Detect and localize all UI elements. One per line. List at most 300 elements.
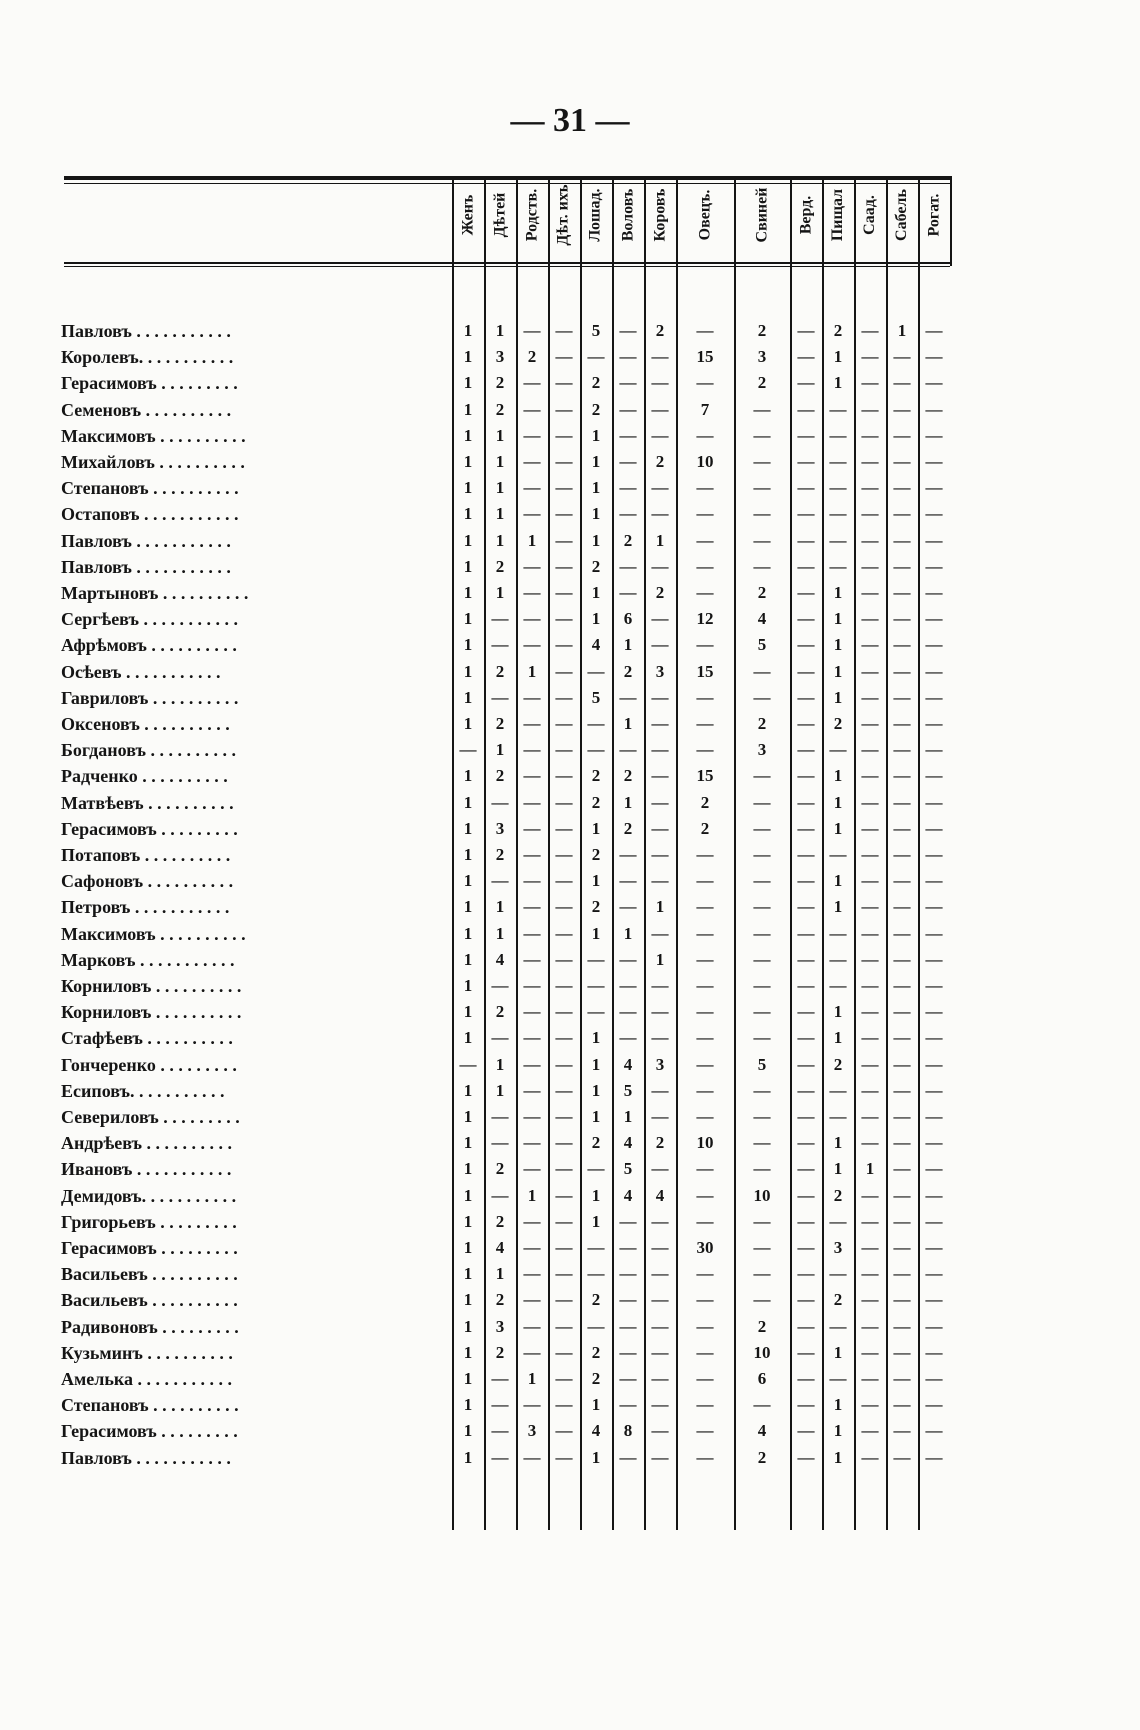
table-cell: — (555, 976, 573, 995)
table-cell: — (753, 504, 771, 524)
table-row (0, 894, 1140, 920)
table-cell: — (861, 818, 879, 838)
table-cell: 1 (833, 897, 843, 917)
table-cell: — (925, 897, 943, 917)
person-name: Павловъ . . . . . . . . . . . (61, 530, 231, 551)
table-cell: 10 (753, 1185, 771, 1205)
table-cell: 1 (495, 1264, 505, 1284)
table-cell: 2 (757, 1316, 767, 1336)
person-name: Павловъ . . . . . . . . . . . (61, 321, 231, 341)
table-cell: — (555, 740, 573, 760)
table-cell: 4 (623, 1054, 633, 1074)
table-cell: — (893, 1107, 911, 1126)
table-cell: — (829, 478, 847, 498)
table-cell: — (523, 871, 541, 891)
table-cell: 1 (833, 583, 843, 602)
person-name: Степановъ . . . . . . . . . . (61, 478, 239, 499)
table-cell: — (925, 609, 943, 629)
table-cell: — (619, 976, 637, 995)
table-cell: — (925, 1395, 943, 1415)
table-cell: 1 (463, 399, 473, 419)
table-cell: — (696, 1316, 714, 1336)
table-cell: — (797, 1447, 815, 1467)
table-cell: — (893, 1002, 911, 1022)
table-cell: — (523, 425, 541, 445)
table-row (0, 501, 1140, 527)
table-cell: — (797, 347, 815, 367)
column-header-label: Рогат. (925, 193, 943, 237)
table-cell: — (696, 1002, 714, 1022)
table-cell: — (925, 530, 943, 550)
person-name: Гончеренко . . . . . . . . . (61, 1054, 237, 1075)
person-name: Королевъ. . . . . . . . . . . (61, 347, 234, 368)
table-cell: 12 (696, 609, 714, 629)
column-header (734, 172, 790, 258)
table-cell: — (861, 714, 879, 733)
table-row (0, 921, 1140, 947)
table-cell: — (829, 976, 847, 995)
table-cell: 3 (495, 347, 505, 367)
table-cell: — (651, 818, 669, 838)
table-cell: — (587, 1238, 605, 1257)
table-cell: — (893, 347, 911, 367)
person-name: Васильевъ . . . . . . . . . . (61, 1264, 238, 1285)
table-cell: 1 (463, 1342, 473, 1362)
table-cell: — (925, 845, 943, 864)
table-cell: — (861, 1185, 879, 1205)
table-cell: 1 (591, 818, 601, 838)
table-cell: — (829, 740, 847, 760)
table-cell: — (523, 478, 541, 498)
table-cell: — (523, 1028, 541, 1048)
table-cell: — (523, 845, 541, 864)
table-cell: 2 (591, 766, 601, 786)
table-cell: — (829, 1369, 847, 1388)
table-cell: — (893, 897, 911, 917)
table-row (0, 1418, 1140, 1444)
table-cell: — (619, 452, 637, 471)
table-cell: — (555, 1290, 573, 1310)
table-cell: — (753, 949, 771, 969)
table-cell: — (651, 1342, 669, 1362)
table-cell: — (797, 1133, 815, 1153)
table-row (0, 999, 1140, 1025)
table-cell: — (619, 321, 637, 340)
person-name: Павловъ . . . . . . . . . . . (61, 556, 231, 577)
table-cell: — (651, 1238, 669, 1257)
table-cell: — (523, 740, 541, 760)
table-cell: 1 (623, 923, 633, 943)
table-cell: — (491, 635, 509, 655)
person-name: Есиповъ. . . . . . . . . . . (61, 1080, 225, 1101)
table-cell: — (619, 1290, 637, 1310)
table-cell: 1 (833, 1159, 843, 1179)
table-cell: — (925, 478, 943, 498)
table-cell: — (861, 321, 879, 340)
table-cell: 2 (591, 399, 601, 419)
header-separator (790, 176, 792, 266)
table-row (0, 449, 1140, 475)
table-cell: — (651, 1447, 669, 1467)
table-cell: — (861, 504, 879, 524)
table-cell: — (587, 976, 605, 995)
person-name: Герасимовъ . . . . . . . . . (61, 373, 238, 394)
table-cell: 1 (463, 1395, 473, 1415)
table-cell: 1 (495, 530, 505, 550)
table-cell: — (893, 871, 911, 891)
table-cell: — (861, 556, 879, 576)
column-header-label: Овецъ. (695, 189, 713, 241)
table-cell: — (797, 766, 815, 786)
table-cell: — (925, 1133, 943, 1153)
table-cell: — (797, 1290, 815, 1310)
table-cell: — (651, 373, 669, 393)
table-row (0, 397, 1140, 423)
table-cell: — (861, 1002, 879, 1022)
table-cell: — (696, 687, 714, 707)
person-name: Потаповъ . . . . . . . . . . (61, 845, 231, 865)
table-cell: — (861, 1264, 879, 1284)
table-cell: — (925, 1002, 943, 1022)
table-cell: 3 (833, 1238, 843, 1257)
column-header-label: Коровъ (651, 188, 668, 242)
table-cell: — (555, 1133, 573, 1153)
table-cell: 1 (591, 504, 601, 524)
table-cell: 4 (655, 1185, 665, 1205)
table-row (0, 632, 1140, 658)
table-cell: — (651, 1395, 669, 1415)
table-cell: — (619, 583, 637, 602)
table-cell: — (829, 1080, 847, 1100)
table-cell: 1 (591, 1080, 601, 1100)
table-cell: 1 (833, 1395, 843, 1415)
header-separator (644, 176, 646, 266)
table-cell: — (555, 478, 573, 498)
table-cell: 2 (591, 556, 601, 576)
table-cell: — (797, 714, 815, 733)
table-cell: 1 (833, 347, 843, 367)
person-name: Кузьминъ . . . . . . . . . . (61, 1342, 233, 1363)
person-name: Радченко . . . . . . . . . . (61, 766, 228, 787)
column-header-label: Дѣтей (491, 192, 509, 238)
table-cell: 1 (463, 1159, 473, 1179)
table-cell: — (696, 1264, 714, 1284)
table-cell: 1 (463, 1185, 473, 1205)
table-cell: 1 (833, 373, 843, 393)
table-cell: 1 (463, 1028, 473, 1048)
table-cell: — (619, 425, 637, 445)
person-name: Оксеновъ . . . . . . . . . . (61, 714, 230, 734)
table-cell: — (753, 452, 771, 471)
table-cell: 1 (495, 740, 505, 760)
table-cell: — (523, 373, 541, 393)
table-cell: — (555, 1316, 573, 1336)
table-cell: — (861, 923, 879, 943)
table-cell: — (861, 1211, 879, 1231)
table-cell: — (619, 1342, 637, 1362)
table-cell: — (861, 1421, 879, 1441)
table-cell: — (797, 478, 815, 498)
table-cell: 4 (757, 1421, 767, 1441)
table-cell: — (753, 845, 771, 864)
table-cell: — (925, 556, 943, 576)
table-cell: 1 (463, 687, 473, 707)
table-cell: — (829, 923, 847, 943)
table-cell: — (619, 504, 637, 524)
table-cell: 1 (623, 714, 633, 733)
table-cell: — (753, 687, 771, 707)
table-cell: 2 (700, 792, 710, 812)
table-cell: — (651, 845, 669, 864)
table-cell: — (925, 1185, 943, 1205)
table-cell: — (619, 740, 637, 760)
table-cell: 1 (463, 976, 473, 995)
table-cell: — (619, 556, 637, 576)
table-cell: 2 (757, 321, 767, 340)
table-cell: 1 (495, 425, 505, 445)
table-cell: — (651, 1080, 669, 1100)
table-cell: 3 (527, 1421, 537, 1441)
table-cell: 1 (463, 530, 473, 550)
table-cell: — (555, 818, 573, 838)
table-cell: — (555, 556, 573, 576)
table-cell: — (753, 766, 771, 786)
table-cell: — (523, 1080, 541, 1100)
table-cell: 2 (495, 399, 505, 419)
header-separator (854, 176, 856, 266)
table-cell: — (651, 766, 669, 786)
person-name: Осѣевъ . . . . . . . . . . . (61, 661, 221, 682)
table-cell: 4 (495, 949, 505, 969)
table-cell: — (861, 1028, 879, 1048)
table-cell: — (619, 1211, 637, 1231)
table-cell: — (523, 714, 541, 733)
person-name: Герасимовъ . . . . . . . . . (61, 1421, 238, 1442)
table-cell: — (523, 1002, 541, 1022)
table-cell: — (893, 792, 911, 812)
table-cell: — (523, 1290, 541, 1310)
table-cell: — (925, 1264, 943, 1284)
table-cell: — (523, 452, 541, 471)
table-cell: 1 (591, 1395, 601, 1415)
table-cell: — (861, 897, 879, 917)
table-cell: — (893, 1185, 911, 1205)
table-cell: 1 (623, 635, 633, 655)
table-cell: — (925, 1028, 943, 1048)
table-cell: — (925, 1290, 943, 1310)
table-cell: — (893, 1447, 911, 1467)
table-cell: 4 (591, 635, 601, 655)
table-cell: — (651, 1290, 669, 1310)
table-row (0, 1078, 1140, 1104)
table-cell: 1 (833, 1447, 843, 1467)
table-row (0, 554, 1140, 580)
table-cell: — (491, 1028, 509, 1048)
table-cell: 3 (495, 818, 505, 838)
table-cell: 2 (757, 714, 767, 733)
table-cell: — (797, 1159, 815, 1179)
header-separator (452, 176, 454, 266)
table-cell: 5 (623, 1080, 633, 1100)
table-cell: — (696, 1395, 714, 1415)
table-cell: — (925, 504, 943, 524)
table-cell: — (861, 1342, 879, 1362)
table-cell: — (861, 661, 879, 681)
table-cell: — (893, 635, 911, 655)
table-cell: — (925, 661, 943, 681)
top-rule-thick (64, 176, 950, 180)
table-cell: — (797, 1316, 815, 1336)
table-cell: — (925, 635, 943, 655)
table-cell: 1 (463, 1290, 473, 1310)
table-cell: 5 (623, 1159, 633, 1179)
table-cell: — (861, 609, 879, 629)
table-cell: 1 (463, 1080, 473, 1100)
table-cell: — (523, 818, 541, 838)
table-cell: 5 (757, 1054, 767, 1074)
table-cell: — (459, 740, 477, 760)
person-name: Ивановъ . . . . . . . . . . . (61, 1159, 232, 1180)
table-cell: 1 (463, 923, 473, 943)
table-row (0, 606, 1140, 632)
table-cell: — (555, 504, 573, 524)
table-row (0, 344, 1140, 370)
table-cell: 2 (495, 1290, 505, 1310)
table-row (0, 1340, 1140, 1366)
table-cell: — (925, 1211, 943, 1231)
table-cell: 2 (591, 1342, 601, 1362)
table-cell: 1 (833, 1028, 843, 1048)
table-cell: — (797, 976, 815, 995)
person-name: Семеновъ . . . . . . . . . . (61, 399, 232, 420)
table-cell: 4 (591, 1421, 601, 1441)
person-name: Максимовъ . . . . . . . . . . (61, 923, 246, 944)
table-cell: — (555, 321, 573, 340)
table-cell: — (555, 897, 573, 917)
header-separator (516, 176, 518, 266)
table-cell: — (893, 1421, 911, 1441)
table-cell: — (651, 504, 669, 524)
table-cell: — (861, 1369, 879, 1388)
table-cell: — (797, 1211, 815, 1231)
table-row (0, 790, 1140, 816)
table-cell: — (925, 976, 943, 995)
table-cell: — (459, 1054, 477, 1074)
person-name: Андрѣевъ . . . . . . . . . . (61, 1133, 233, 1154)
table-cell: — (797, 687, 815, 707)
table-cell: — (696, 1028, 714, 1048)
table-cell: — (861, 452, 879, 471)
table-cell: 3 (655, 661, 665, 681)
table-row (0, 763, 1140, 789)
table-cell: — (797, 897, 815, 917)
table-cell: — (829, 399, 847, 419)
table-cell: — (587, 740, 605, 760)
table-cell: 1 (495, 478, 505, 498)
table-cell: 1 (463, 792, 473, 812)
column-header (484, 172, 516, 258)
table-cell: 1 (833, 792, 843, 812)
table-cell: — (797, 1421, 815, 1441)
table-cell: — (651, 740, 669, 760)
column-header-label: Свиней (752, 187, 770, 243)
person-name: Корниловъ . . . . . . . . . . (61, 976, 242, 996)
table-cell: 3 (757, 347, 767, 367)
table-cell: — (619, 871, 637, 891)
table-cell: — (861, 1395, 879, 1415)
table-cell: — (925, 792, 943, 812)
table-cell: — (696, 635, 714, 655)
table-cell: — (797, 1342, 815, 1362)
table-cell: — (696, 478, 714, 498)
table-cell: 1 (591, 452, 601, 471)
table-cell: 2 (591, 897, 601, 917)
table-cell: — (587, 714, 605, 733)
table-cell: — (893, 1290, 911, 1310)
column-header (790, 172, 822, 258)
table-cell: — (753, 1290, 771, 1310)
table-cell: — (523, 635, 541, 655)
table-cell: 1 (463, 321, 473, 340)
table-cell: 2 (623, 530, 633, 550)
table-cell: 1 (833, 871, 843, 891)
table-cell: — (696, 425, 714, 445)
table-cell: — (925, 1080, 943, 1100)
person-name: Сергѣевъ . . . . . . . . . . . (61, 609, 238, 630)
person-name: Павловъ . . . . . . . . . . . (61, 1447, 231, 1468)
table-cell: — (651, 1028, 669, 1048)
table-cell: 1 (833, 818, 843, 838)
table-cell: — (523, 504, 541, 524)
table-cell: 2 (495, 556, 505, 576)
column-header (822, 172, 854, 258)
table-cell: — (797, 583, 815, 602)
table-cell: — (555, 583, 573, 602)
table-cell: — (491, 792, 509, 812)
table-cell: — (651, 1316, 669, 1336)
table-cell: — (893, 373, 911, 393)
table-cell: — (861, 792, 879, 812)
table-cell: — (925, 1316, 943, 1336)
table-cell: — (893, 425, 911, 445)
table-cell: 1 (463, 1421, 473, 1441)
table-cell: — (893, 1316, 911, 1336)
table-cell: 1 (591, 609, 601, 629)
table-cell: — (893, 1238, 911, 1257)
table-cell: 2 (655, 583, 665, 602)
table-cell: — (523, 1395, 541, 1415)
table-cell: — (555, 1054, 573, 1074)
table-row (0, 1104, 1140, 1130)
table-cell: — (555, 1211, 573, 1231)
person-name: Афрѣмовъ . . . . . . . . . . (61, 635, 237, 656)
table-cell: — (925, 740, 943, 760)
table-cell: — (893, 1159, 911, 1179)
table-cell: — (861, 976, 879, 995)
table-cell: — (753, 976, 771, 995)
table-cell: — (797, 504, 815, 524)
table-cell: 1 (591, 1054, 601, 1074)
table-cell: — (925, 871, 943, 891)
table-cell: 1 (591, 583, 601, 602)
table-row (0, 659, 1140, 685)
table-cell: — (555, 452, 573, 471)
table-cell: 5 (591, 321, 601, 340)
table-cell: — (753, 1080, 771, 1100)
column-header (612, 172, 644, 258)
table-cell: 1 (495, 452, 505, 471)
column-header-label: Родств. (523, 188, 541, 242)
